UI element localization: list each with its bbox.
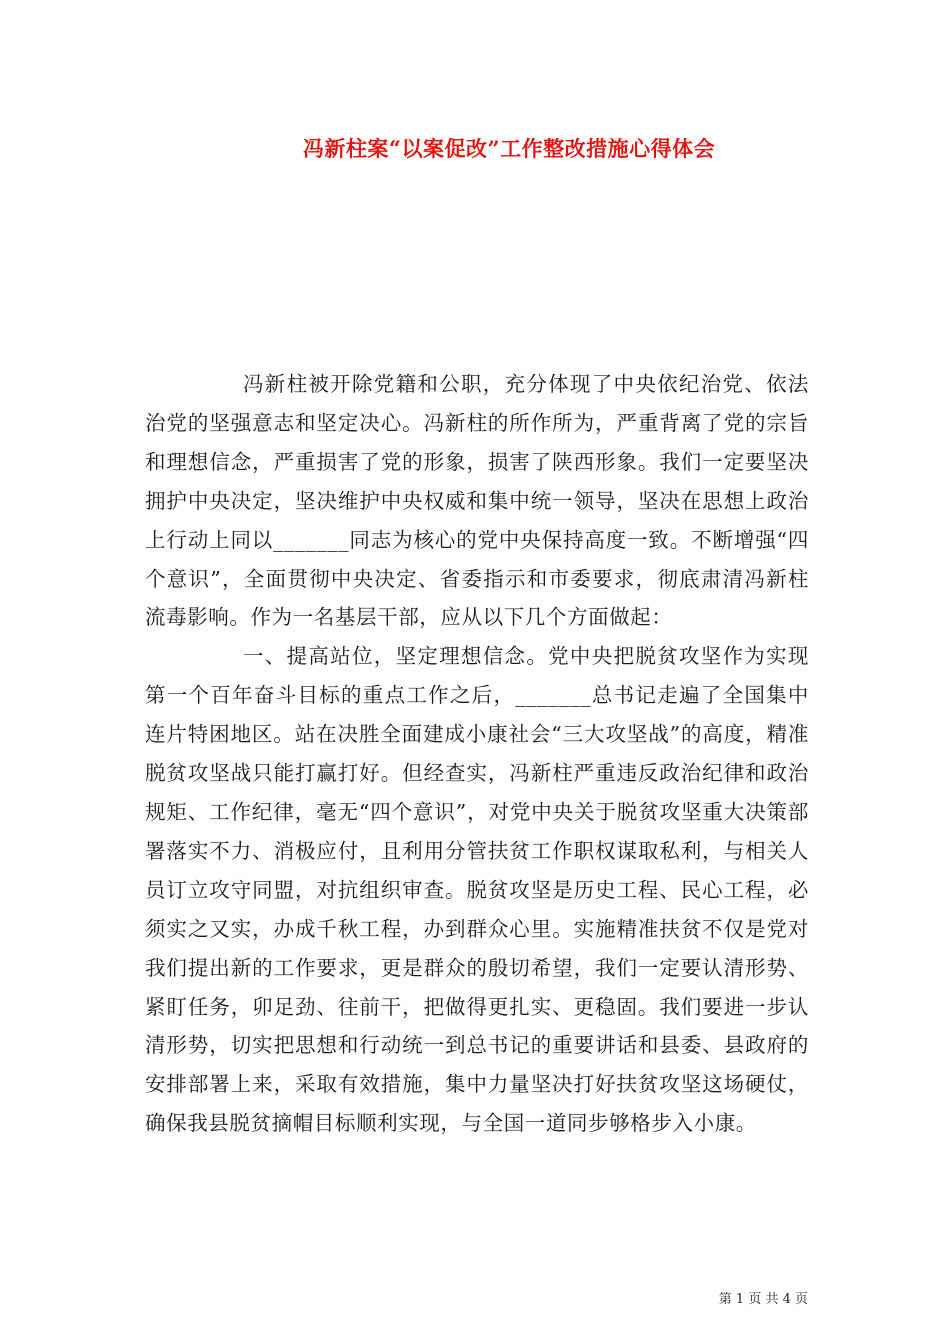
paragraph-intro: 冯新柱被开除党籍和公职，充分体现了中央依纪治党、依法治党的坚强意志和坚定决心。冯新柱的所作所为，严重背离了党的宗旨和理想信念，严重损害了党的形象，损害了陕西形象。我们一定要坚决拥护中央决定，坚决维护中央权威和集中统一领导，坚决在思想上政治上行动上同以_______同志为核心的党中央保持高度一致。不断增强“四个意识”，全面贯彻中央决定、省委指示和市委要求，彻底肃清冯新柱流毒影响。作为一名基层干部，应从以下几个方面做起： [145,372,809,630]
document-title: 冯新柱案“以案促改”工作整改措施心得体会 [302,136,716,161]
document-body [145,365,809,1143]
paragraph-section-one: 一、提高站位，坚定理想信念。党中央把脱贫攻坚作为实现第一个百年奋斗目标的重点工作之后，_______总书记走遍了全国集中连片特困地区。站在决胜全面建成小康社会“三大攻坚战”的高度，精准脱贫攻坚战只能打赢打好。但经查实，冯新柱严重违反政治纪律和政治规矩、工作纪律，毫无“四个意识”，对党中央关于脱贫攻坚重大决策部署落实不力、消极应付，且利用分管扶贫工作职权谋取私利，与相关人员订立攻守同盟，对抗组织审查。脱贫攻坚是历史工程、民心工程，必须实之又实，办成千秋工程，办到群众心里。实施精准扶贫不仅是党对我们提出新的工作要求，更是群众的殷切希望，我们一定要认清形势、紧盯任务，卯足劲、往前干，把做得更扎实、更稳固。我们要进一步认清形势，切实把思想和行动统一到总书记的重要讲话和县委、县政府的安排部署上来，采取有效措施，集中力量坚决打好扶贫攻坚这场硬仗，确保我县脱贫摘帽目标顺利实现，与全国一道同步够格步入小康。 [145,644,809,1136]
page-number-footer: 第 1 页 共 4 页 [718,1292,808,1307]
